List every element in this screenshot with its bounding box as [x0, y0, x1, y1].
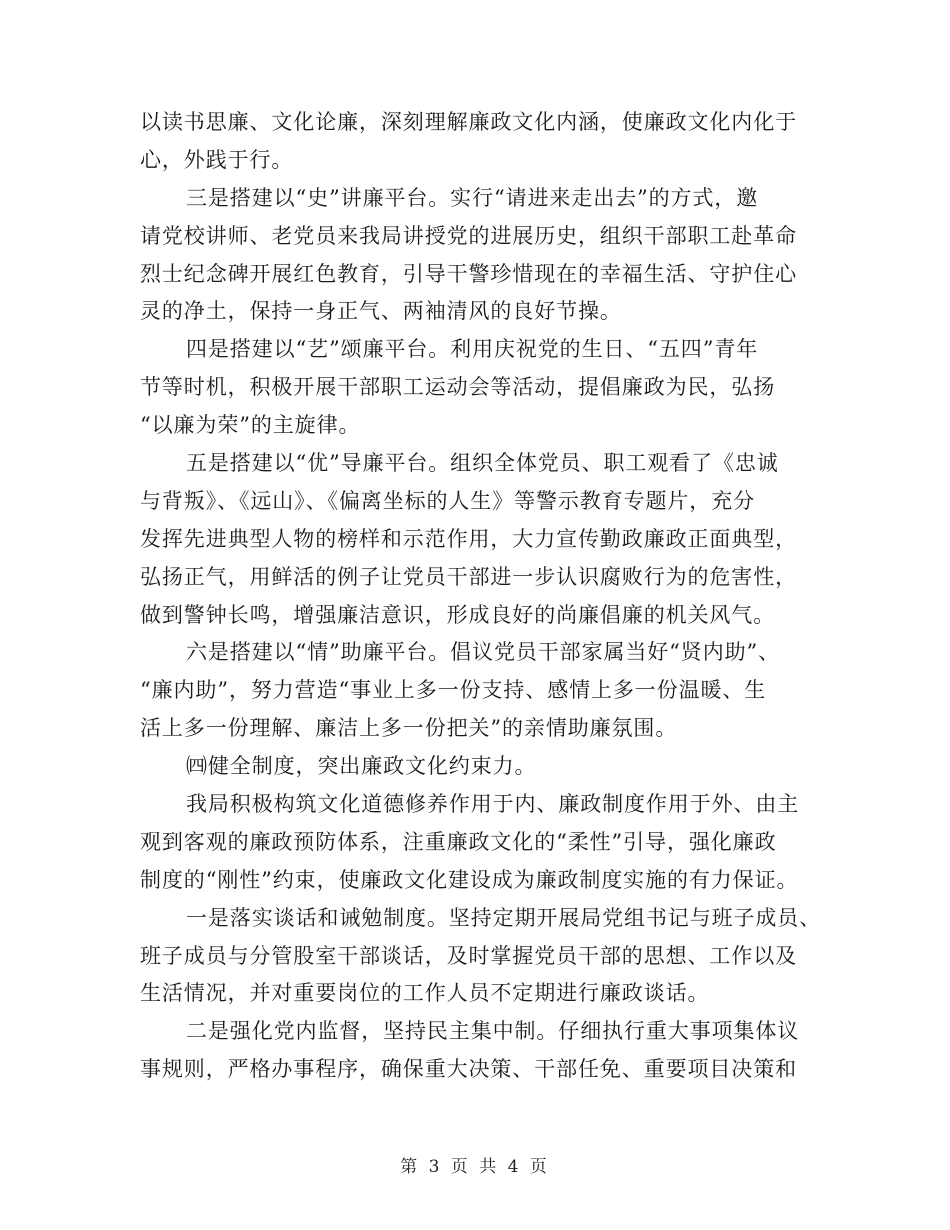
- text-line: 做到警钟长鸣，增强廉洁意识，形成良好的尚廉倡廉的机关风气。: [140, 602, 776, 627]
- text-line: 五是搭建以“优”导廉平台。组织全体党员、职工观看了《忠诚: [186, 451, 779, 476]
- text-line: 请党校讲师、老党员来我局讲授党的进展历史，组织干部职工赴革命: [140, 223, 797, 248]
- document-body: [140, 104, 822, 1089]
- text-line: “以廉为荣”的主旋律。: [140, 413, 361, 438]
- text-line: 制度的“刚性”约束，使廉政文化建设成为廉政制度实施的有力保证。: [140, 867, 799, 892]
- text-line: 四是搭建以“艺”颂廉平台。利用庆祝党的生日、“五四”青年: [186, 337, 759, 362]
- text-line: 生活情况，并对重要岗位的工作人员不定期进行廉政谈话。: [140, 981, 710, 1006]
- text-line: 烈士纪念碑开展红色教育，引导干警珍惜现在的幸福生活、守护住心: [140, 261, 797, 286]
- text-line: 六是搭建以“情”助廉平台。倡议党员干部家属当好“贤内助”、: [186, 640, 781, 665]
- text-line: 班子成员与分管股室干部谈话，及时掌握党员干部的思想、工作以及: [140, 943, 797, 968]
- text-line: 以读书思廉、文化论廉，深刻理解廉政文化内涵，使廉政文化内化于: [140, 110, 797, 134]
- page-number-footer: 第 3 页 共 4 页: [400, 1157, 550, 1177]
- text-line: “廉内助”，努力营造“事业上多一份支持、感情上多一份温暖、生: [140, 678, 767, 703]
- text-line: 节等时机，积极开展干部职工运动会等活动，提倡廉政为民，弘扬: [140, 375, 776, 400]
- text-line: 与背叛》、《远山》、《偏离坐标的人生》等警示教育专题片，充分: [140, 488, 755, 513]
- text-line: 我局积极构筑文化道德修养作用于内、廉政制度作用于外、由主: [186, 792, 800, 817]
- section-heading: ㈣健全制度，突出廉政文化约束力。: [186, 754, 537, 779]
- text-line: 心，外践于行。: [140, 147, 294, 172]
- text-line: 一是落实谈话和诫勉制度。坚持定期开展局党组书记与班子成员、: [186, 905, 822, 930]
- text-line: 观到客观的廉政预防体系，注重廉政文化的“柔性”引导，强化廉政: [140, 829, 777, 854]
- text-line: 发挥先进典型人物的榜样和示范作用，大力宣传勤政廉政正面典型，: [140, 526, 797, 551]
- text-line: 活上多一份理解、廉洁上多一份把关”的亲情助廉氛围。: [140, 716, 678, 741]
- text-line: 弘扬正气，用鲜活的例子让党员干部进一步认识腐败行为的危害性，: [140, 564, 797, 589]
- text-line: 灵的净土，保持一身正气、两袖清风的良好节操。: [140, 299, 622, 324]
- text-line: 事规则，严格办事程序，确保重大决策、干部任免、重要项目决策和: [140, 1057, 797, 1082]
- text-line: 三是搭建以“史”讲廉平台。实行“请进来走出去”的方式，邀: [186, 185, 759, 210]
- text-line: 二是强化党内监督，坚持民主集中制。仔细执行重大事项集体议: [186, 1019, 800, 1044]
